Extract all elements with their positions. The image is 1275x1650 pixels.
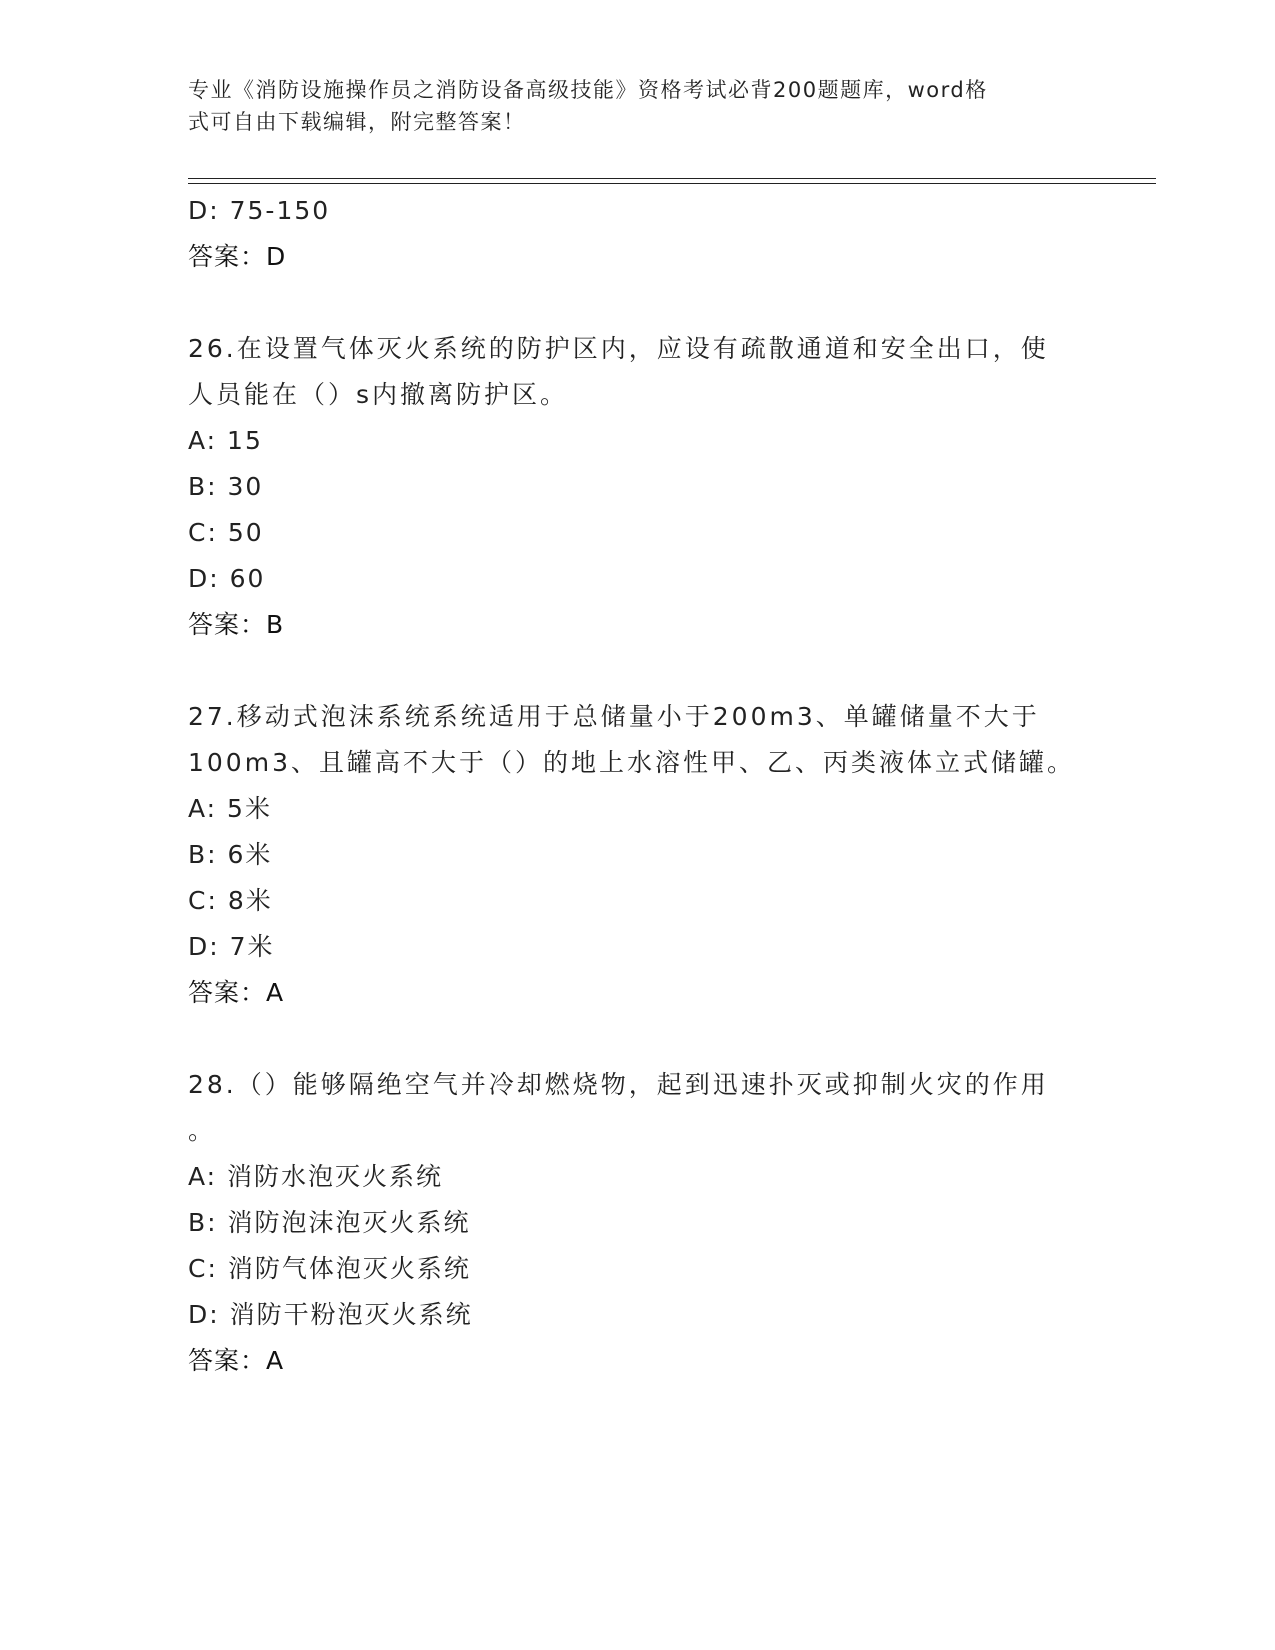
question-stem-line-2: 。 xyxy=(188,1116,217,1145)
option-d: D: 7米 xyxy=(188,932,275,961)
previous-question-tail xyxy=(188,188,1088,280)
answer-line: 答案：D xyxy=(188,242,287,271)
option-b: B: 消防泡沫泡灭火系统 xyxy=(188,1208,471,1237)
header-line-2: 式可自由下载编辑，附完整答案！ xyxy=(188,110,526,134)
option-d: D: 60 xyxy=(188,564,266,593)
spacer xyxy=(188,648,1088,694)
option-b: B: 30 xyxy=(188,472,264,501)
header-divider-top xyxy=(188,178,1156,179)
option-b: B: 6米 xyxy=(188,840,273,869)
document-body xyxy=(188,188,1088,1384)
header-line-1: 专业《消防设施操作员之消防设备高级技能》资格考试必背200题题库，word格 xyxy=(188,78,988,102)
answer-line: 答案：B xyxy=(188,610,285,639)
document-header xyxy=(188,74,1068,138)
question-27 xyxy=(188,694,1088,1016)
spacer xyxy=(188,280,1088,326)
question-26 xyxy=(188,326,1088,648)
header-divider-bottom xyxy=(188,183,1156,184)
option-a: A: 消防水泡灭火系统 xyxy=(188,1162,444,1191)
question-stem-line-2: 100m3、且罐高不大于（）的地上水溶性甲、乙、丙类液体立式储罐。 xyxy=(188,748,1075,777)
option-d: D: 75-150 xyxy=(188,196,331,225)
answer-line: 答案：A xyxy=(188,978,285,1007)
question-stem-line-1: 28.（）能够隔绝空气并冷却燃烧物，起到迅速扑灭或抑制火灾的作用 xyxy=(188,1070,1049,1099)
option-a: A: 15 xyxy=(188,426,263,455)
question-stem-line-1: 27.移动式泡沫系统系统适用于总储量小于200m3、单罐储量不大于 xyxy=(188,702,1040,731)
option-a: A: 5米 xyxy=(188,794,272,823)
answer-line: 答案：A xyxy=(188,1346,285,1375)
option-c: C: 8米 xyxy=(188,886,273,915)
option-d: D: 消防干粉泡灭火系统 xyxy=(188,1300,473,1329)
question-stem-line-2: 人员能在（）s内撤离防护区。 xyxy=(188,380,569,409)
question-stem-line-1: 26.在设置气体灭火系统的防护区内，应设有疏散通道和安全出口，使 xyxy=(188,334,1049,363)
question-28 xyxy=(188,1062,1088,1384)
option-c: C: 消防气体泡灭火系统 xyxy=(188,1254,471,1283)
spacer xyxy=(188,1016,1088,1062)
option-c: C: 50 xyxy=(188,518,264,547)
